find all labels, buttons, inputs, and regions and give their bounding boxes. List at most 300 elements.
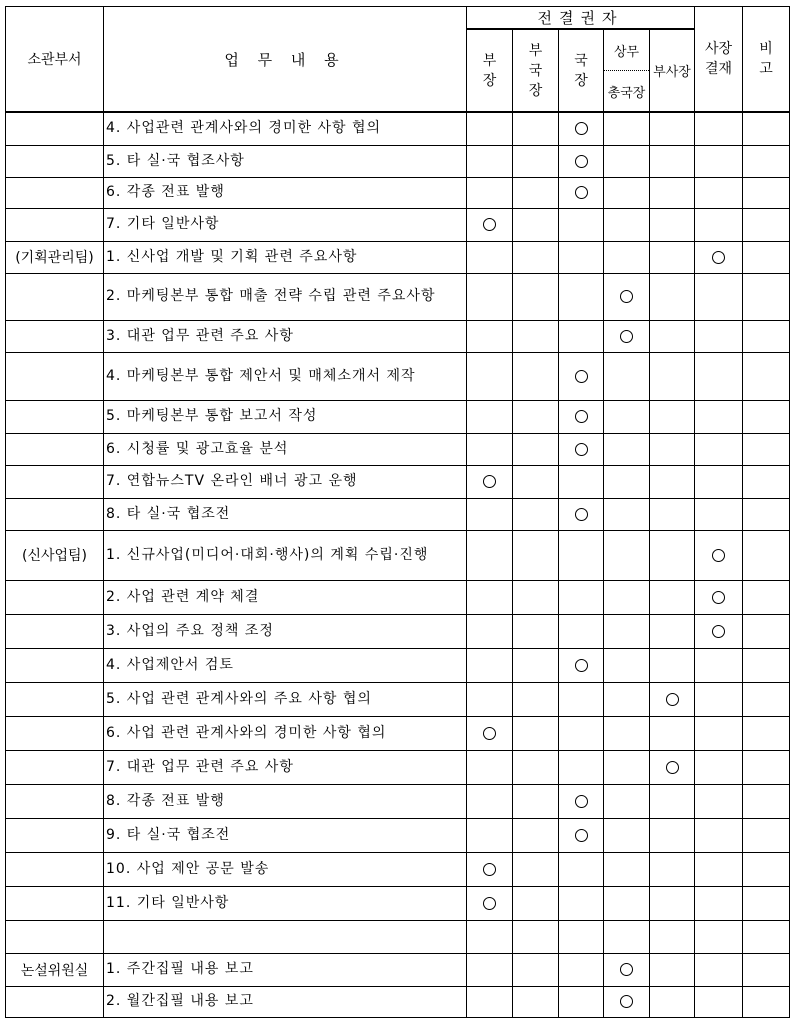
authority-cell-sangmu	[604, 852, 650, 886]
approval-circle-icon	[620, 330, 633, 343]
authority-cell-bugukjang	[513, 177, 559, 208]
header-bugukjang-line-1: 부	[528, 42, 543, 59]
authority-cell-busajang	[650, 614, 695, 648]
delegation-table	[5, 6, 790, 1018]
authority-cell-sajang	[695, 352, 743, 400]
authority-cell-remark	[743, 208, 790, 241]
authority-cell-remark	[743, 614, 790, 648]
department-cell	[6, 784, 104, 818]
authority-cell-sangmu	[604, 241, 650, 273]
authority-cell-busajang	[650, 352, 695, 400]
authority-cell-gukjang	[559, 530, 604, 580]
approval-circle-icon	[575, 186, 588, 199]
department-cell	[6, 433, 104, 465]
table-row	[6, 986, 790, 1017]
approval-circle-icon	[712, 625, 725, 638]
authority-cell-gukjang	[559, 400, 604, 433]
authority-cell-gukjang	[559, 498, 604, 530]
authority-cell-sangmu	[604, 320, 650, 352]
table-row	[6, 530, 790, 580]
header-remark-line-1: 비	[759, 41, 773, 57]
authority-cell-sangmu	[604, 953, 650, 986]
table-row	[6, 953, 790, 986]
task-cell: 7. 대관 업무 관련 주요 사항	[104, 750, 467, 784]
table-row	[6, 498, 790, 530]
authority-cell-gukjang	[559, 920, 604, 953]
authority-cell-bugukjang	[513, 433, 559, 465]
authority-cell-sajang	[695, 498, 743, 530]
authority-cell-bugukjang	[513, 530, 559, 580]
authority-cell-bugukjang	[513, 818, 559, 852]
authority-cell-sangmu	[604, 648, 650, 682]
authority-cell-sangmu	[604, 530, 650, 580]
authority-cell-sangmu	[604, 886, 650, 920]
authority-cell-busajang	[650, 177, 695, 208]
authority-cell-remark	[743, 433, 790, 465]
approval-circle-icon	[620, 963, 633, 976]
authority-cell-gukjang	[559, 208, 604, 241]
table-row	[6, 614, 790, 648]
authority-cell-bujang	[467, 953, 513, 986]
authority-cell-sangmu	[604, 352, 650, 400]
department-cell	[6, 177, 104, 208]
approval-circle-icon	[575, 829, 588, 842]
header-bugukjang-line-3: 장	[528, 82, 543, 99]
authority-cell-bujang	[467, 530, 513, 580]
authority-cell-bujang	[467, 614, 513, 648]
approval-circle-icon	[483, 897, 496, 910]
header-department: 소관부서	[6, 7, 104, 113]
authority-cell-busajang	[650, 465, 695, 498]
task-cell: 9. 타 실·국 협조전	[104, 818, 467, 852]
department-cell	[6, 273, 104, 320]
department-cell	[6, 352, 104, 400]
authority-cell-sangmu	[604, 208, 650, 241]
authority-cell-sangmu	[604, 498, 650, 530]
approval-circle-icon	[483, 727, 496, 740]
authority-cell-sajang	[695, 465, 743, 498]
authority-cell-bugukjang	[513, 352, 559, 400]
department-cell	[6, 112, 104, 145]
table-row	[6, 273, 790, 320]
authority-cell-busajang	[650, 818, 695, 852]
header-remark	[743, 7, 790, 113]
authority-cell-remark	[743, 273, 790, 320]
authority-cell-remark	[743, 145, 790, 177]
department-cell	[6, 920, 104, 953]
authority-cell-gukjang	[559, 433, 604, 465]
department-cell	[6, 648, 104, 682]
header-bujang-line-1: 부	[482, 52, 497, 69]
header-busajang: 부사장	[650, 29, 695, 112]
authority-cell-gukjang	[559, 320, 604, 352]
authority-cell-bujang	[467, 580, 513, 614]
authority-cell-sajang	[695, 530, 743, 580]
department-cell	[6, 682, 104, 716]
authority-cell-remark	[743, 580, 790, 614]
authority-cell-sangmu	[604, 614, 650, 648]
authority-cell-gukjang	[559, 953, 604, 986]
task-cell: 8. 각종 전표 발행	[104, 784, 467, 818]
department-cell: 논설위원실	[6, 953, 104, 986]
authority-cell-busajang	[650, 648, 695, 682]
authority-cell-bugukjang	[513, 784, 559, 818]
department-cell	[6, 580, 104, 614]
authority-cell-bugukjang	[513, 208, 559, 241]
table-row	[6, 177, 790, 208]
authority-cell-bujang	[467, 145, 513, 177]
authority-cell-busajang	[650, 682, 695, 716]
department-cell	[6, 400, 104, 433]
department-cell	[6, 320, 104, 352]
authority-cell-sajang	[695, 614, 743, 648]
authority-cell-sangmu	[604, 112, 650, 145]
approval-circle-icon	[712, 549, 725, 562]
authority-cell-bujang	[467, 986, 513, 1017]
authority-cell-sajang	[695, 953, 743, 986]
table-row	[6, 208, 790, 241]
authority-cell-sajang	[695, 648, 743, 682]
authority-cell-busajang	[650, 400, 695, 433]
authority-cell-gukjang	[559, 716, 604, 750]
authority-cell-sajang	[695, 320, 743, 352]
authority-cell-bujang	[467, 784, 513, 818]
authority-cell-remark	[743, 352, 790, 400]
authority-cell-sajang	[695, 784, 743, 818]
authority-cell-busajang	[650, 784, 695, 818]
authority-cell-bujang	[467, 750, 513, 784]
authority-cell-sajang	[695, 208, 743, 241]
authority-cell-bugukjang	[513, 648, 559, 682]
authority-cell-sajang	[695, 241, 743, 273]
department-cell	[6, 716, 104, 750]
authority-cell-bujang	[467, 920, 513, 953]
task-cell: 6. 각종 전표 발행	[104, 177, 467, 208]
authority-cell-bujang	[467, 818, 513, 852]
table-row	[6, 352, 790, 400]
authority-cell-gukjang	[559, 352, 604, 400]
task-cell: 5. 타 실·국 협조사항	[104, 145, 467, 177]
task-cell: 1. 주간집필 내용 보고	[104, 953, 467, 986]
header-sajang	[695, 7, 743, 113]
authority-cell-remark	[743, 818, 790, 852]
header-sajang-line-1: 사장	[704, 41, 733, 57]
authority-cell-busajang	[650, 433, 695, 465]
authority-cell-busajang	[650, 112, 695, 145]
table-row	[6, 580, 790, 614]
authority-cell-busajang	[650, 750, 695, 784]
authority-cell-sangmu	[604, 716, 650, 750]
authority-cell-sajang	[695, 920, 743, 953]
authority-cell-bugukjang	[513, 614, 559, 648]
authority-cell-remark	[743, 886, 790, 920]
task-cell: 6. 사업 관련 관계사와의 경미한 사항 협의	[104, 716, 467, 750]
department-cell	[6, 614, 104, 648]
authority-cell-remark	[743, 852, 790, 886]
authority-cell-sajang	[695, 986, 743, 1017]
authority-cell-sangmu	[604, 818, 650, 852]
authority-cell-bujang	[467, 273, 513, 320]
authority-cell-remark	[743, 920, 790, 953]
department-cell: (기획관리팀)	[6, 241, 104, 273]
header-bugukjang-line-2: 국	[528, 62, 543, 79]
authority-cell-gukjang	[559, 273, 604, 320]
table-row	[6, 682, 790, 716]
task-cell: 7. 연합뉴스TV 온라인 배너 광고 운행	[104, 465, 467, 498]
authority-cell-remark	[743, 241, 790, 273]
department-cell	[6, 886, 104, 920]
authority-cell-bugukjang	[513, 852, 559, 886]
authority-cell-sangmu	[604, 145, 650, 177]
table-row	[6, 886, 790, 920]
approval-circle-icon	[712, 591, 725, 604]
authority-cell-gukjang	[559, 112, 604, 145]
header-authority	[467, 7, 695, 30]
authority-cell-bugukjang	[513, 580, 559, 614]
authority-cell-bujang	[467, 682, 513, 716]
table-row	[6, 112, 790, 145]
authority-cell-gukjang	[559, 886, 604, 920]
header-task-label: 업 무 내 용	[224, 50, 346, 69]
approval-circle-icon	[575, 508, 588, 521]
authority-cell-busajang	[650, 241, 695, 273]
authority-cell-bugukjang	[513, 145, 559, 177]
task-cell: 8. 타 실·국 협조전	[104, 498, 467, 530]
authority-cell-sajang	[695, 177, 743, 208]
approval-circle-icon	[575, 122, 588, 135]
authority-cell-sajang	[695, 716, 743, 750]
approval-circle-icon	[666, 693, 679, 706]
header-authority-label: 전결권자	[537, 9, 624, 27]
task-cell	[104, 920, 467, 953]
department-cell	[6, 750, 104, 784]
authority-cell-busajang	[650, 852, 695, 886]
authority-cell-bugukjang	[513, 920, 559, 953]
approval-circle-icon	[575, 795, 588, 808]
authority-cell-bujang	[467, 852, 513, 886]
authority-cell-remark	[743, 648, 790, 682]
authority-cell-busajang	[650, 208, 695, 241]
authority-cell-busajang	[650, 986, 695, 1017]
authority-cell-sangmu	[604, 400, 650, 433]
authority-cell-sangmu	[604, 986, 650, 1017]
authority-cell-bugukjang	[513, 953, 559, 986]
approval-circle-icon	[575, 443, 588, 456]
authority-cell-bujang	[467, 716, 513, 750]
task-cell: 6. 시청률 및 광고효율 분석	[104, 433, 467, 465]
approval-circle-icon	[575, 155, 588, 168]
task-cell: 2. 마케팅본부 통합 매출 전략 수립 관련 주요사항	[104, 273, 467, 320]
authority-cell-busajang	[650, 886, 695, 920]
authority-cell-bujang	[467, 112, 513, 145]
authority-cell-sajang	[695, 818, 743, 852]
table-row	[6, 750, 790, 784]
authority-cell-gukjang	[559, 465, 604, 498]
authority-cell-bugukjang	[513, 498, 559, 530]
header-bujang-line-2: 장	[482, 72, 497, 89]
authority-cell-sajang	[695, 433, 743, 465]
authority-cell-sajang	[695, 852, 743, 886]
authority-cell-busajang	[650, 920, 695, 953]
table-row	[6, 241, 790, 273]
task-cell: 3. 대관 업무 관련 주요 사항	[104, 320, 467, 352]
authority-cell-busajang	[650, 145, 695, 177]
authority-cell-sajang	[695, 145, 743, 177]
authority-cell-gukjang	[559, 818, 604, 852]
authority-cell-bujang	[467, 400, 513, 433]
table-row	[6, 920, 790, 953]
department-cell	[6, 852, 104, 886]
authority-cell-gukjang	[559, 580, 604, 614]
authority-cell-busajang	[650, 530, 695, 580]
task-cell: 7. 기타 일반사항	[104, 208, 467, 241]
authority-cell-bugukjang	[513, 986, 559, 1017]
authority-cell-gukjang	[559, 986, 604, 1017]
authority-cell-bugukjang	[513, 273, 559, 320]
department-cell	[6, 145, 104, 177]
authority-cell-busajang	[650, 273, 695, 320]
authority-cell-bugukjang	[513, 682, 559, 716]
department-cell	[6, 498, 104, 530]
authority-cell-gukjang	[559, 784, 604, 818]
authority-cell-bujang	[467, 465, 513, 498]
table-row	[6, 648, 790, 682]
task-cell: 5. 마케팅본부 통합 보고서 작성	[104, 400, 467, 433]
authority-cell-bujang	[467, 320, 513, 352]
task-cell: 2. 사업 관련 계약 체결	[104, 580, 467, 614]
authority-cell-bugukjang	[513, 112, 559, 145]
authority-cell-sangmu	[604, 784, 650, 818]
authority-cell-bujang	[467, 241, 513, 273]
department-cell: (신사업팀)	[6, 530, 104, 580]
table-row	[6, 818, 790, 852]
authority-cell-sangmu	[604, 273, 650, 320]
approval-circle-icon	[620, 290, 633, 303]
table-row	[6, 784, 790, 818]
department-cell	[6, 818, 104, 852]
table-row	[6, 145, 790, 177]
authority-cell-sangmu	[604, 433, 650, 465]
authority-cell-sangmu	[604, 682, 650, 716]
authority-cell-bujang	[467, 498, 513, 530]
header-bujang	[467, 29, 513, 112]
table-row	[6, 465, 790, 498]
table-row	[6, 433, 790, 465]
task-cell: 1. 신규사업(미디어·대회·행사)의 계획 수립·진행	[104, 530, 467, 580]
approval-circle-icon	[620, 995, 633, 1008]
authority-cell-gukjang	[559, 145, 604, 177]
task-cell: 3. 사업의 주요 정책 조정	[104, 614, 467, 648]
authority-cell-remark	[743, 320, 790, 352]
authority-cell-sajang	[695, 400, 743, 433]
table-body	[6, 112, 790, 1017]
authority-cell-bujang	[467, 433, 513, 465]
authority-cell-sangmu	[604, 920, 650, 953]
header-gukjang	[559, 29, 604, 112]
authority-cell-sangmu	[604, 465, 650, 498]
authority-cell-remark	[743, 784, 790, 818]
header-gukjang-line-2: 장	[574, 72, 588, 89]
authority-cell-busajang	[650, 320, 695, 352]
approval-circle-icon	[712, 251, 725, 264]
authority-cell-gukjang	[559, 682, 604, 716]
authority-cell-remark	[743, 400, 790, 433]
header-chonggukjang: 총국장	[607, 85, 646, 101]
approval-circle-icon	[483, 475, 496, 488]
authority-cell-gukjang	[559, 750, 604, 784]
approval-circle-icon	[575, 410, 588, 423]
authority-cell-gukjang	[559, 852, 604, 886]
authority-cell-gukjang	[559, 648, 604, 682]
header-sangmu: 상무	[604, 30, 649, 71]
table-row	[6, 320, 790, 352]
authority-cell-bujang	[467, 177, 513, 208]
approval-circle-icon	[575, 370, 588, 383]
authority-cell-sajang	[695, 750, 743, 784]
authority-cell-remark	[743, 530, 790, 580]
authority-cell-remark	[743, 465, 790, 498]
authority-cell-busajang	[650, 716, 695, 750]
authority-cell-bugukjang	[513, 400, 559, 433]
authority-cell-gukjang	[559, 241, 604, 273]
authority-cell-sajang	[695, 580, 743, 614]
table-row	[6, 716, 790, 750]
authority-cell-bugukjang	[513, 886, 559, 920]
authority-cell-sajang	[695, 112, 743, 145]
authority-cell-sangmu	[604, 750, 650, 784]
authority-cell-sangmu	[604, 580, 650, 614]
authority-cell-bujang	[467, 352, 513, 400]
task-cell: 4. 사업제안서 검토	[104, 648, 467, 682]
authority-cell-remark	[743, 750, 790, 784]
table-row	[6, 400, 790, 433]
authority-cell-remark	[743, 682, 790, 716]
header-sajang-line-2: 결재	[704, 61, 733, 77]
department-cell	[6, 208, 104, 241]
authority-cell-busajang	[650, 953, 695, 986]
task-cell: 4. 마케팅본부 통합 제안서 및 매체소개서 제작	[104, 352, 467, 400]
task-cell: 10. 사업 제안 공문 발송	[104, 852, 467, 886]
authority-cell-remark	[743, 953, 790, 986]
authority-cell-bujang	[467, 648, 513, 682]
header-bugukjang	[513, 29, 559, 112]
header-gukjang-line-1: 국	[574, 52, 588, 69]
task-cell: 5. 사업 관련 관계사와의 주요 사항 협의	[104, 682, 467, 716]
department-cell	[6, 465, 104, 498]
approval-circle-icon	[575, 659, 588, 672]
task-cell: 1. 신사업 개발 및 기획 관련 주요사항	[104, 241, 467, 273]
header-sangmu-chonggukjang	[604, 29, 650, 112]
approval-circle-icon	[483, 218, 496, 231]
authority-cell-bujang	[467, 886, 513, 920]
authority-cell-remark	[743, 177, 790, 208]
department-cell	[6, 986, 104, 1017]
authority-cell-bugukjang	[513, 320, 559, 352]
authority-cell-gukjang	[559, 614, 604, 648]
authority-cell-bugukjang	[513, 241, 559, 273]
authority-cell-gukjang	[559, 177, 604, 208]
authority-cell-bugukjang	[513, 465, 559, 498]
authority-cell-sangmu	[604, 177, 650, 208]
authority-cell-sajang	[695, 273, 743, 320]
authority-cell-busajang	[650, 580, 695, 614]
authority-cell-remark	[743, 112, 790, 145]
authority-cell-bugukjang	[513, 750, 559, 784]
task-cell: 4. 사업관련 관계사와의 경미한 사항 협의	[104, 112, 467, 145]
authority-cell-sajang	[695, 886, 743, 920]
authority-cell-remark	[743, 716, 790, 750]
header-task	[104, 7, 467, 113]
